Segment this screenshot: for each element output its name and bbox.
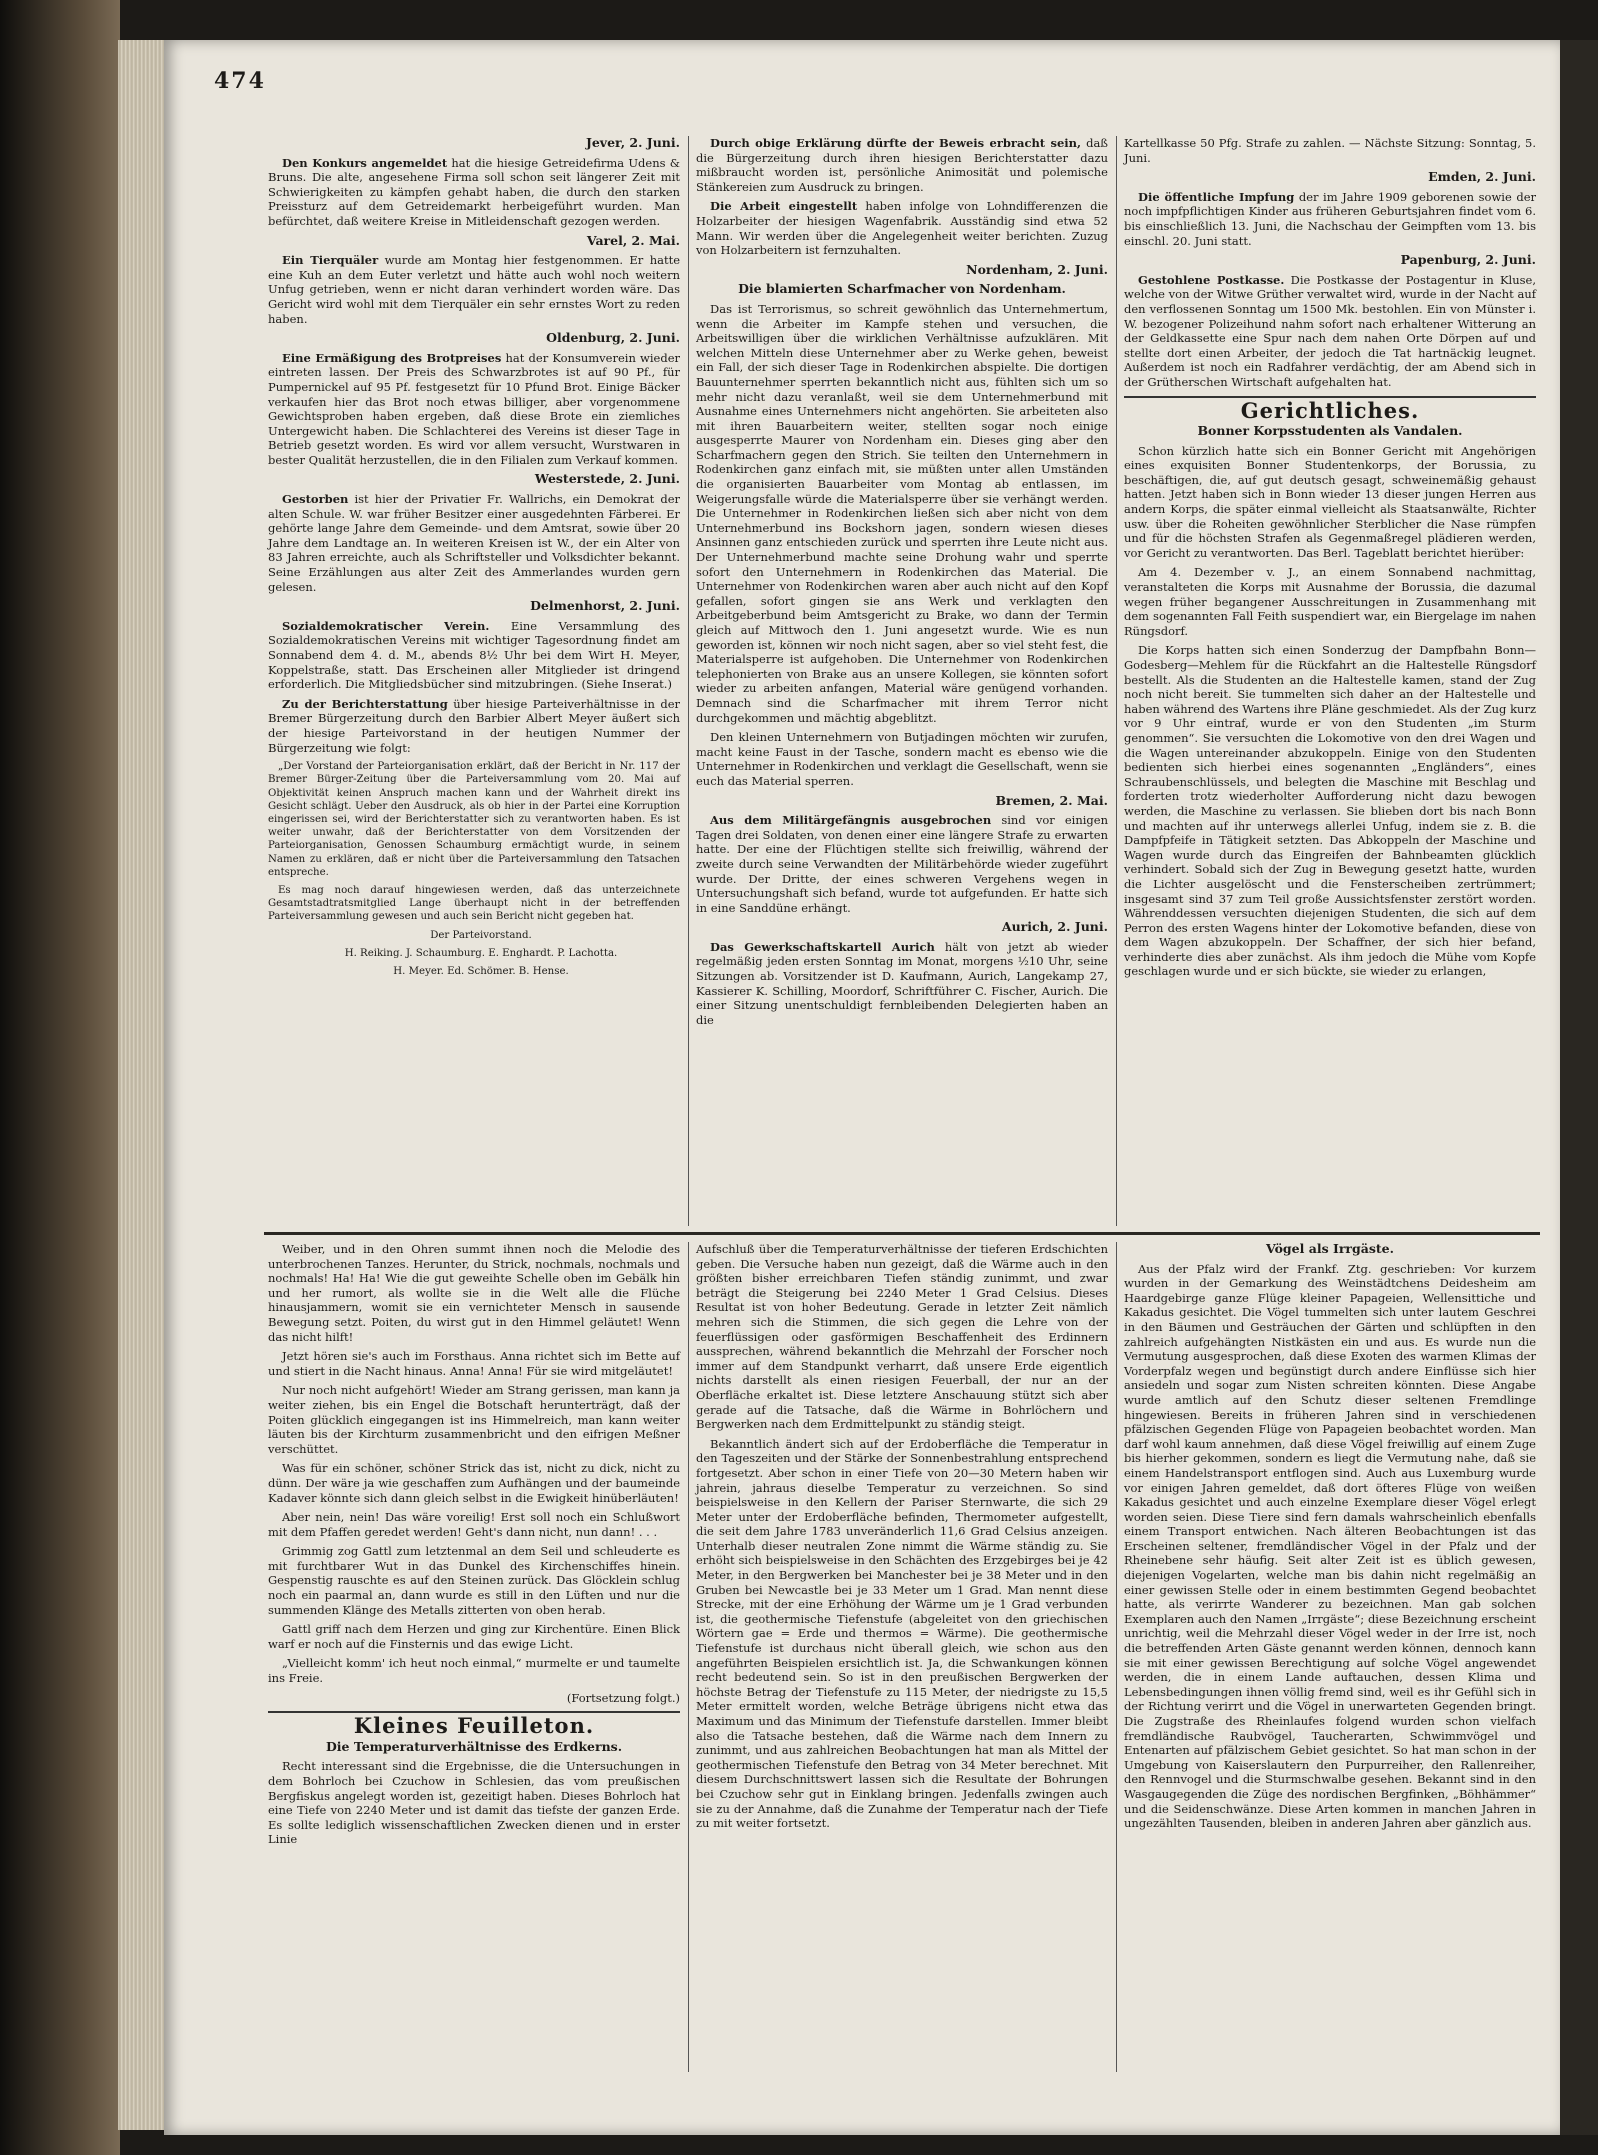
quoted-statement [268, 760, 680, 923]
dateline: Nordenham, 2. Juni. [966, 261, 1108, 277]
article-title: Vögel als Irrgäste. [1266, 1241, 1394, 1256]
feuilleton-column-2 [696, 1242, 1108, 1836]
column-divider [688, 136, 689, 1226]
section-heading: Gerichtliches. [1240, 397, 1420, 423]
article-paragraph: Schon kürzlich hatte sich ein Bonner Gericht mit Angehörigen eines exquisiten Bonner Studentenkorps, der Borussia, zu beschäftigen, die, auf gut deutsch gesagt, schweinemäßig gehaust hatten. Jetzt haben sich in Bonn wieder 13 dieser jungen Herren aus andern Korps, die später einmal vielleicht als Staatsanwälte, Richter usw. über die Roheiten gewöhnlicher Sterblicher die Nase rümpfen und für die höchsten Strafen als Gegenmaßregel plädieren werden, vor Gericht zu verantworten. Das Berl. Tageblatt berichtet hierüber: [1124, 443, 1536, 560]
section-heading: Kleines Feuilleton. [353, 1713, 595, 1739]
dateline: Emden, 2. Juni. [1428, 169, 1536, 185]
dateline: Aurich, 2. Juni. [1001, 919, 1108, 935]
page-number: 474 [214, 68, 266, 94]
article-text: ist hier der Privatier Fr. Wallrichs, ein Demokrat der alten Schule. W. war früher Besitzer einer ausgedehnten Färberei. Er gehörte lange Jahre dem Gemeinde- und dem Amtsrat, sowie über 20 Jahre dem Landtage an. In weiteren Kreisen ist W., der ein Alter von 83 Jahren erreichte, auch als Schriftsteller und Volksdichter bekannt. Seine Erzählungen aus alter Zeit des Ammerlandes wurden gern gelesen. [268, 492, 680, 594]
signature-line: H. Reiking. J. Schaumburg. E. Enghardt. P. Lachotta. [344, 947, 618, 959]
article-headline: Eine Ermäßigung des Brotpreises [282, 350, 502, 365]
quote-paragraph: „Der Vorstand der Parteiorganisation erklärt, daß der Bericht in Nr. 117 der Bremer Bürger-Zeitung über die Parteiversammlung vom 20. Mai auf Objektivität keinen Anspruch machen kann und der Wahrheit direkt ins Gesicht schlägt. Ueber den Ausdruck, als ob hier in der Partei eine Korruption eingerissen sei, wird der Berichterstatter sich zu verantworten haben. Es ist weiter unwahr, daß der Berichterstatter von dem Vorsitzenden der Parteiorganisation, Genossen Schaumburg ermächtigt wurde, in seinem Namen zu erklären, daß er nicht über die Parteiversammlung den Tatsachen entspreche. [268, 761, 680, 878]
article-paragraph: Die Korps hatten sich einen Sonderzug der Dampfbahn Bonn—Godesberg—Mehlem für die Rückfahrt an die Haltestelle Rüngsdorf bestellt. Als die Studenten an die Haltestelle kamen, stand der Zug noch nicht bereit. Sie tummelten sich daher an der Haltestelle und haben während des Wartens ihre Pläne geschmiedet. Als der Zug kurz vor 9 Uhr eintraf, wurde er von den Studenten „im Sturm genommen“. Sie versuchten die Lokomotive von den drei Wagen und die Wagen untereinander abzukoppeln. Einige von den Studenten bedienten sich hierbei eines sogenannten „Engländers“, eines Schraubenschlüssels, und belegten die Maschine mit Beschlag und forderten trotz wiederholter Aufforderung nicht dazu bewogen werden, die Maschine zu verlassen. Sie blieben dort bis nach Bonn und machten auf ihr unterwegs allerlei Unfug, indem sie z. B. die Dampfpfeife in Tätigkeit setzten. Das Abkoppeln der Maschine und Wagen wurde durch das Eingreifen der Bahnbeamten glücklich verhindert. Sobald sich der Zug in Bewegung gesetzt hatte, wurden die Lichter ausgelöscht und die Fensterscheiben zertrümmert; insgesamt sind 37 zum Teil große Aussichtsfenster zerstört worden. Währenddessen versuchten diejenigen Studenten, die sich auf dem Perron des ersten Wagens hinter der Lokomotive befanden, diese von dem Wagen abzukoppeln. Der Schaffner, der sich hier befand, verhinderte dies aber zunächst. Als ihm jedoch die Mühe vom Kopfe geschlagen wurde und er sich bückte, sie wieder zu erlangen, [1124, 643, 1536, 979]
article-text: hat der Konsumverein wieder eintreten lassen. Der Preis des Schwarzbrotes ist auf 90 Pf., für Pumpernickel auf 95 Pf. festgesetzt für 10 Pfund Brot. Einige Bäcker verkaufen hier das Brot noch etwas billiger, aber vorgenommene Gewichtsproben haben ergeben, daß diese Brote ein ziemliches Untergewicht haben. Die Schlachterei des Vereins ist dieser Tage in Betrieb gesetzt worden. Es wird vor allem versucht, Wurstwaren in bester Qualität herzustellen, die in den Filialen zum Verkauf kommen. [268, 350, 680, 467]
feuilleton-column-1 [268, 1242, 680, 1852]
story-paragraph: Aber nein, nein! Das wäre voreilig! Erst soll noch ein Schlußwort mit dem Pfaffen geredet werden! Geht's dann nicht, nun dann! . . . [268, 1510, 680, 1539]
article-headline: Gestohlene Postkasse. [1138, 272, 1285, 287]
signature-line: H. Meyer. Ed. Schömer. B. Hense. [393, 965, 569, 977]
article-text: über hiesige Parteiverhältnisse in der Bremer Bürgerzeitung durch den Barbier Albert Meyer äußert sich der hiesige Parteivorstand in der heutigen Nummer der Bürgerzeitung wie folgt: [268, 696, 680, 755]
dateline: Varel, 2. Mai. [586, 232, 680, 248]
newspaper-page [164, 40, 1560, 2135]
article-headline: Durch obige Erklärung dürfte der Beweis erbracht sein, [710, 136, 1082, 150]
page-edges [118, 40, 166, 2130]
article-text: haben infolge von Lohndifferenzen die Holzarbeiter der hiesigen Wagenfabrik. Ausständig sind etwa 52 Mann. Wir werden über die Angelegenheit weiter berichten. Zuzug von Holzarbeitern ist fernzuhalten. [696, 199, 1109, 258]
column-divider [1116, 136, 1117, 1226]
dateline: Jever, 2. Juni. [585, 135, 680, 150]
article-paragraph [696, 940, 1108, 1028]
column-divider [1116, 1242, 1117, 2072]
dateline: Oldenburg, 2. Juni. [546, 330, 680, 346]
scan-background [1560, 40, 1598, 2135]
story-paragraph: Grimmig zog Gattl zum letztenmal an dem Seil und schleuderte es mit furchtbarer Wut in das Dunkel des Kirchenschiffes hinein. Gespenstig rauschte es auf den Steinen zurück. Das Glöcklein schlug noch ein paarmal an, dann wurde es still in den Lüften und nur die summenden Klänge des Metalls zitterten von oben herab. [268, 1544, 680, 1617]
article-paragraph: Kartellkasse 50 Pfg. Strafe zu zahlen. — Nächste Sitzung: Sonntag, 5. Juni. [1124, 136, 1536, 165]
article-paragraph [268, 492, 680, 594]
dateline: Bremen, 2. Mai. [995, 792, 1108, 808]
dateline: Papenburg, 2. Juni. [1400, 252, 1536, 268]
article-paragraph [1124, 190, 1536, 248]
feuilleton-column-3 [1124, 1242, 1536, 1836]
article-text: sind vor einigen Tagen drei Soldaten, von denen einer eine längere Strafe zu erwarten hatte. Der eine der Flüchtigen stellte sich freiwillig, während der zweite durch seine Verwandten der Militärbehörde wieder zugeführt wurde. Der Dritte, der eines schweren Vergehens wegen in Untersuchungshaft sich befand, wurde tot aufgefunden. Er hatte sich in eine Sanddüne erhängt. [696, 813, 1109, 915]
article-paragraph [1124, 273, 1536, 390]
story-paragraph: Was für ein schöner, schöner Strick das ist, nicht zu dick, nicht zu dünn. Der wäre ja wie geschaffen zum Aufhängen und der baumeinde Kadaver könnte sich dann gleich selbst in die Ewigkeit hinüberläuten! [268, 1461, 680, 1505]
article-paragraph [268, 697, 680, 755]
story-paragraph: „Vielleicht komm' ich heut noch einmal,“ murmelte er und taumelte ins Freie. [268, 1656, 680, 1686]
article-title: Die blamierten Scharfmacher von Nordenham. [738, 281, 1066, 297]
article-text: Eine Versammlung des Sozialdemokratischen Vereins mit wichtiger Tagesordnung findet am Sonnabend dem 4. d. M., abends 8½ Uhr bei dem Wirt H. Meyer, Koppelstraße, statt. Das Erscheinen aller Mitglieder ist dringend erforderlich. Die Mitgliedsbücher sind mitzubringen. (Siehe Inserat.) [268, 618, 681, 692]
article-text: der im Jahre 1909 geborenen sowie der noch impfpflichtigen Kinder aus früheren Geburtsjahren findet vom 6. bis einschließlich 13. Juni, die Nachschau der Geimpften vom 13. bis einschl. 20. Juni statt. [1124, 189, 1536, 248]
article-paragraph [696, 136, 1108, 194]
page-divider-rule [264, 1232, 1540, 1235]
article-headline: Aus dem Militärgefängnis ausgebrochen [710, 813, 992, 828]
story-paragraph: Gattl griff nach dem Herzen und ging zur Kirchentüre. Einen Blick warf er noch auf die Finsternis und das ewige Licht. [268, 1622, 680, 1651]
book-binding [0, 0, 120, 2155]
article-paragraph: Den kleinen Unternehmern von Butjadingen möchten wir zurufen, macht keine Faust in der Tasche, sondern macht es ebenso wie die Unternehmer in Rodenkirchen und verklagt die Gesellschaft, wenn sie euch das Material sperren. [696, 730, 1108, 788]
article-paragraph: Recht interessant sind die Ergebnisse, die die Untersuchungen in dem Bohrloch bei Czuchow in Schlesien, das vom preußischen Bergfiskus angelegt worden ist, gezeitigt haben. Dieses Bohrloch hat eine Tiefe von 2240 Meter und ist damit das tiefste der ganzen Erde. Es sollte lediglich wissenschaftlichen Zwecken dienen und in erster Linie [268, 1759, 680, 1847]
article-paragraph [268, 619, 680, 692]
article-headline: Ein Tierquäler [282, 253, 379, 268]
article-paragraph: Bekanntlich ändert sich auf der Erdoberfläche die Temperatur in den Tageszeiten und der Stärke der Sonnenbestrahlung entsprechend fortgesetzt. Aber schon in einer Tiefe von 20—30 Metern haben wir jahrein, jahraus dieselbe Temperatur zu verzeichnen. So sind beispielsweise in den Kellern der Pariser Sternwarte, die sich 29 Meter unter der Erdoberfläche befinden, Thermometer aufgestellt, die seit dem Jahre 1783 unveränderlich 11,6 Grad Celsius anzeigen. Unterhalb dieser neutralen Zone nimmt die Wärme ständig zu. Sie erhöht sich beispielsweise in den Schächten des Erzgebirges bei je 42 Meter, in den Bergwerken bei Manchester bei je 38 Meter und in den Gruben bei Newcastle bei je 33 Meter um 1 Grad. Man nennt diese Strecke, mit der eine Erhöhung der Wärme um je 1 Grad verbunden ist, die geothermische Tiefenstufe (abgeleitet von den griechischen Wörtern gae = Erde und thermos = Wärme). Die geothermische Tiefenstufe ist durchaus nicht überall gleich, wie schon aus den angeführten Beispielen ersichtlich ist. Ja, die Schwankungen können recht bedeutend sein. So ist in den preußischen Bergwerken der höchste Betrag der Tiefenstufe zu 115 Meter, der niedrigste zu 15,5 Meter ermittelt worden, welche Beträge übrigens nicht etwa das Maximum und das Minimum der Tiefenstufe darstellen. Immer bleibt also die Tatsache bestehen, daß die Wärme nach dem Innern zu zunimmt, und aus zahlreichen Beobachtungen hat man als Mittel der geothermischen Tiefenstufe den Betrag von 34 Meter berechnet. Mit diesem Durchschnittswert lassen sich die Resultate der Bohrungen bei Czuchow sehr gut in Einklang bringen. Jedenfalls zwingen auch sie zu der Annahme, daß die Zunahme der Temperatur nach der Tiefe zu mit weiter fortsetzt. [696, 1436, 1108, 1831]
article-text: wurde am Montag hier festgenommen. Er hatte eine Kuh an dem Euter verletzt und hätte auch wohl noch weitern Unfug getrieben, wenn er nicht daran verhindert worden wäre. Das Gericht wird wohl mit dem Tierquäler ein sehr ernstes Wort zu reden haben. [268, 253, 681, 326]
continued-note: (Fortsetzung folgt.) [566, 1690, 680, 1705]
article-paragraph: Am 4. Dezember v. J., an einem Sonnabend nachmittag, veranstalteten die Korps mit Ausnahme der Borussia, die dazumal wegen früher begangener Ausschreitungen in Zusammenhang mit dem sogenannten Fall Feith suspendiert war, ein Biergelage im nahen Rüngsdorf. [1124, 565, 1536, 638]
article-paragraph: Aufschluß über die Temperaturverhältnisse der tieferen Erdschichten geben. Die Versuche haben nun gezeigt, daß die Wärme auch in den größten bisher erreichbaren Tiefen ständig zunimmt, und zwar beträgt die Steigerung bei 2240 Meter 1 Grad Celsius. Dieses Resultat ist von hoher Bedeutung. Gerade in letzter Zeit nämlich mehren sich die Stimmen, die sich gegen die Lehre von der feuerflüssigen oder gasförmigen Beschaffenheit des Erdinnern aussprechen, während bekanntlich die Mehrzahl der Forscher noch immer auf dem Standpunkt verharrt, daß unsere Erde eigentlich nichts darstellt als einen riesigen Feuerball, der nur an der Oberfläche erkaltet ist. Diese letztere Anschauung stützt sich aber gerade auf die Tatsache, daß die Wärme in Bohrlöchern und Bergwerken nach dem Erdmittelpunkt zu ständig steigt. [696, 1242, 1108, 1432]
article-headline: Sozialdemokratischer Verein. [282, 618, 490, 633]
article-text: hat die hiesige Getreidefirma Udens & Bruns. Die alte, angesehene Firma soll schon seit längerer Zeit mit Schwierigkeiten zu kämpfen gehabt haben, die durch den starken Preissturz auf dem Getreidemarkt herbeigeführt wurden. Man befürchtet, daß weitere Kreise in Mitleidenschaft gezogen werden. [268, 155, 680, 228]
article-headline: Die Arbeit eingestellt [710, 199, 858, 214]
story-paragraph: Weiber, und in den Ohren summt ihnen noch die Melodie des unterbrochenen Tanzes. Herunter, du Strick, nochmals, nochmals und nochmals! Ha! Ha! Wie die gut geweihte Schelle oben im Gebälk hin und her rumort, als wollte sie in die Welt alle die Flüche hinausjammern, womit sie ein vernichteter Mensch in sausende Bewegung setzt. Poiten, du wirst gut in den Himmel geläutet! Wenn das nicht hilft! [268, 1242, 680, 1344]
column-1 [268, 136, 680, 983]
article-headline: Das Gewerkschaftskartell Aurich [710, 939, 935, 954]
article-paragraph [696, 813, 1108, 915]
article-title: Die Temperaturverhältnisse des Erdkerns. [325, 1738, 623, 1754]
article-headline: Die öffentliche Impfung [1138, 189, 1295, 204]
article-paragraph [268, 156, 680, 229]
dateline: Delmenhorst, 2. Juni. [530, 598, 680, 614]
article-headline: Zu der Berichterstattung [282, 696, 448, 711]
article-text: daß die Bürgerzeitung durch ihren hiesigen Berichterstatter dazu mißbraucht worden ist, persönliche Animosität und polemische Stänkereien zum Ausdruck zu bringen. [696, 136, 1108, 194]
article-headline: Den Konkurs angemeldet [282, 155, 448, 170]
dateline: Westerstede, 2. Juni. [534, 471, 680, 487]
article-headline: Gestorben [282, 492, 349, 507]
column-3 [1124, 136, 1536, 984]
story-paragraph: Jetzt hören sie's auch im Forsthaus. Anna richtet sich im Bette auf und stiert in die Nacht hinaus. Anna! Anna! Für sie wird mitgeläutet! [268, 1349, 680, 1378]
article-paragraph: Das ist Terrorismus, so schreit gewöhnlich das Unternehmertum, wenn die Arbeiter im Kampfe stehen und versuchen, die Arbeitswilligen über die wirklichen Verhältnisse aufzuklären. Mit welchen Mitteln diese Unternehmer aber zu Werke gehen, beweist ein Fall, der sich dieser Tage in Rodenkirchen abspielte. Die dortigen Bauunternehmer sperrten bekanntlich nicht aus, fühlten sich um so mehr nicht dazu veranlaßt, weil sie dem Unternehmerbund mit Ausnahme eines Unternehmers nicht angehörten. Sie arbeiteten also mit ihren Bauarbeitern weiter, stellten sogar noch einige ausgesperrte Maurer von Nordenham ein. Dieses ging aber den Scharfmachern gegen den Strich. Sie teilten den Unternehmern in Rodenkirchen ganz einfach mit, sie müßten unter allen Umständen die organisierten Bauarbeiter vom Montag ab entlassen, im Weigerungsfalle würde die Materialsperre über sie verhängt werden. Die Unternehmer in Rodenkirchen ließen sich aber nicht von dem Unternehmerbund ins Bockshorn jagen, sondern wiesen dieses Ansinnen ganz entschieden zurück und sperrten ihre Leute nicht aus. Der Unternehmerbund machte seine Drohung wahr und sperrte sofort den Unternehmern in Rodenkirchen das Material. Die Unternehmer von Rodenkirchen waren aber auch nicht auf den Kopf gefallen, sofort gingen sie ans Werk und verklagten den Arbeitgeberbund beim Amtsgericht zu Brake, wo dann der Termin gleich auf Mittwoch den 1. Juni angesetzt wurde. Wie es nun geworden ist, können wir noch nicht sagen, aber so viel steht fest, die Materialsperre ist aufgehoben. Die Unternehmer von Rodenkirchen telephonierten von Brake aus an unsere Kollegen, sie könnten sofort wieder zu arbeiten anfangen, Material wäre genügend vorhanden. Demnach sind die Scharfmacher mit ihrem Terror nicht durchgekommen und mächtig abgeblitzt. [696, 301, 1108, 725]
quote-paragraph: Es mag noch darauf hingewiesen werden, daß das unterzeichnete Gesamtstadtratsmitglied Lange überhaupt nicht in der betreffenden Parteiversammlung gewesen und auch sein Bericht nicht gegeben hat. [268, 884, 680, 923]
article-paragraph [268, 253, 680, 326]
article-text: Die Postkasse der Postagentur in Kluse, welche von der Witwe Grüther verwaltet wird, wurde in der Nacht auf den verflossenen Sonntag um 1500 Mk. bestohlen. Ein von Münster i. W. bezogener Polizeihund nahm sofort nach erhaltener Witterung an der Geldkassette eine Spur nach dem nahen Orte Dörpen auf und stellte dort einen Arbeiter, der jedoch die Tat hartnäckig leugnet. Außerdem ist noch ein Radfahrer verdächtig, der am Abend sich in der Grütherschen Wirtschaft aufgehalten hat. [1124, 272, 1536, 389]
article-title: Bonner Korpsstudenten als Vandalen. [1197, 423, 1463, 439]
column-divider [688, 1242, 689, 2072]
article-paragraph [696, 199, 1108, 257]
signature-line: Der Parteivorstand. [430, 929, 532, 941]
column-2 [696, 136, 1108, 1032]
article-paragraph: Aus der Pfalz wird der Frankf. Ztg. geschrieben: Vor kurzem wurden in der Gemarkung des Weinstädtchens Deidesheim am Haardgebirge ganze Flüge kleiner Papageien, Wellensittiche und Kakadus gesichtet. Die Vögel tummelten sich unter lautem Geschrei in den Bäumen und Gesträuchen der Gärten und schlüpften in den zahlreich aufgehängten Nistkästen ein und aus. Es wurde nun die Vermutung ausgesprochen, daß diese Exoten des warmen Klimas der Vorderpfalz wegen und begünstigt durch andere Einflüsse sich hier ansiedeln und sogar zum Nisten schreiten könnten. Diese Angabe wurde amtlich auf den Schutz dieser seltenen Fremdlinge hingewiesen. Bereits in früheren Jahren sind in verschiedenen pfälzischen Gegenden Flüge von Papageien beobachtet worden. Man darf wohl kaum annehmen, daß diese Vögel freiwillig auf einem Zuge bis hierher gekommen, sondern es liegt die Vermutung nahe, daß sie einem Handelstransport entflogen sind. Auch aus Luxemburg wurde vor einigen Jahren gemeldet, daß dort öfteres Flüge von weißen Kakadus gesichtet und auch einzelne Exemplare dieser Vögel erlegt worden seien. Diese Tiere sind fern damals wahrscheinlich ebenfalls einem Transport entwichen. Nach älteren Beobachtungen ist das Erscheinen seltener, fremdländischer Vögel in der Pfalz und der Rheinebene sehr häufig. Seit alter Zeit ist es üblich gewesen, diejenigen Vogelarten, welche man bis dahin nicht regelmäßig an einer gewissen Stelle oder in einem bestimmten Gegend beobachtet hatte, als verirrte Wanderer zu bezeichnen. Man gab solchen Exemplaren auch den Namen „Irrgäste“; diese Bezeichnung erscheint unrichtig, weil die Mehrzahl dieser Vögel weder in der Irre ist, noch die betreffenden Arten Gäste genannt werden können, dennoch kann sie mit einer gewissen Berechtigung auf solche Vögel angewendet werden, die in einem Lande auftauchen, dessen Klima und Lebensbedingungen ihnen völlig fremd sind, weil es ihr Gefühl sich in der Richtung verirrt und die Vögel in unerwarteten Gegenden bringt. Die Zugstraße des Rheinlaufes folgend wurden schon vielfach fremdländische Raubvögel, Taucherarten, Schwimmvögel und Entenarten auf pfälzischem Gebiet gesichtet. So hat man schon in der Umgebung von Kaiserslautern den Purpurreiher, den Rallenreiher, den Rennvogel und die Sturmschwalbe gesehen. Bekannt sind in den Wasgaugegenden die Züge des nordischen Bergfinken, „Böhhämmer“ und die Seidenschwänze. Diese Arten kommen in manchen Jahren in ungezählten Tausenden, bleiben in anderen Jahren aber gänzlich aus. [1124, 1261, 1536, 1831]
article-paragraph [268, 351, 680, 468]
article-text: hält von jetzt ab wieder regelmäßig jeden ersten Sonntag im Monat, morgens ½10 Uhr, seine Sitzungen ab. Vorsitzender ist D. Kaufmann, Aurich, Langekamp 27, Kassierer K. Schilling, Moordorf, Schriftführer C. Fischer, Aurich. Die einer Sitzung unentschuldigt fernbleibenden Delegierten haben an die [696, 939, 1108, 1027]
story-paragraph: Nur noch nicht aufgehört! Wieder am Strang gerissen, man kann ja weiter ziehen, bis ein Engel die Botschaft herunterträgt, daß der Poiten glücklich eingegangen ist ins Himmelreich, man kann weiter läuten bis der Kirchturm zusammenbricht und den eifrigen Meßner verschüttet. [268, 1383, 680, 1456]
